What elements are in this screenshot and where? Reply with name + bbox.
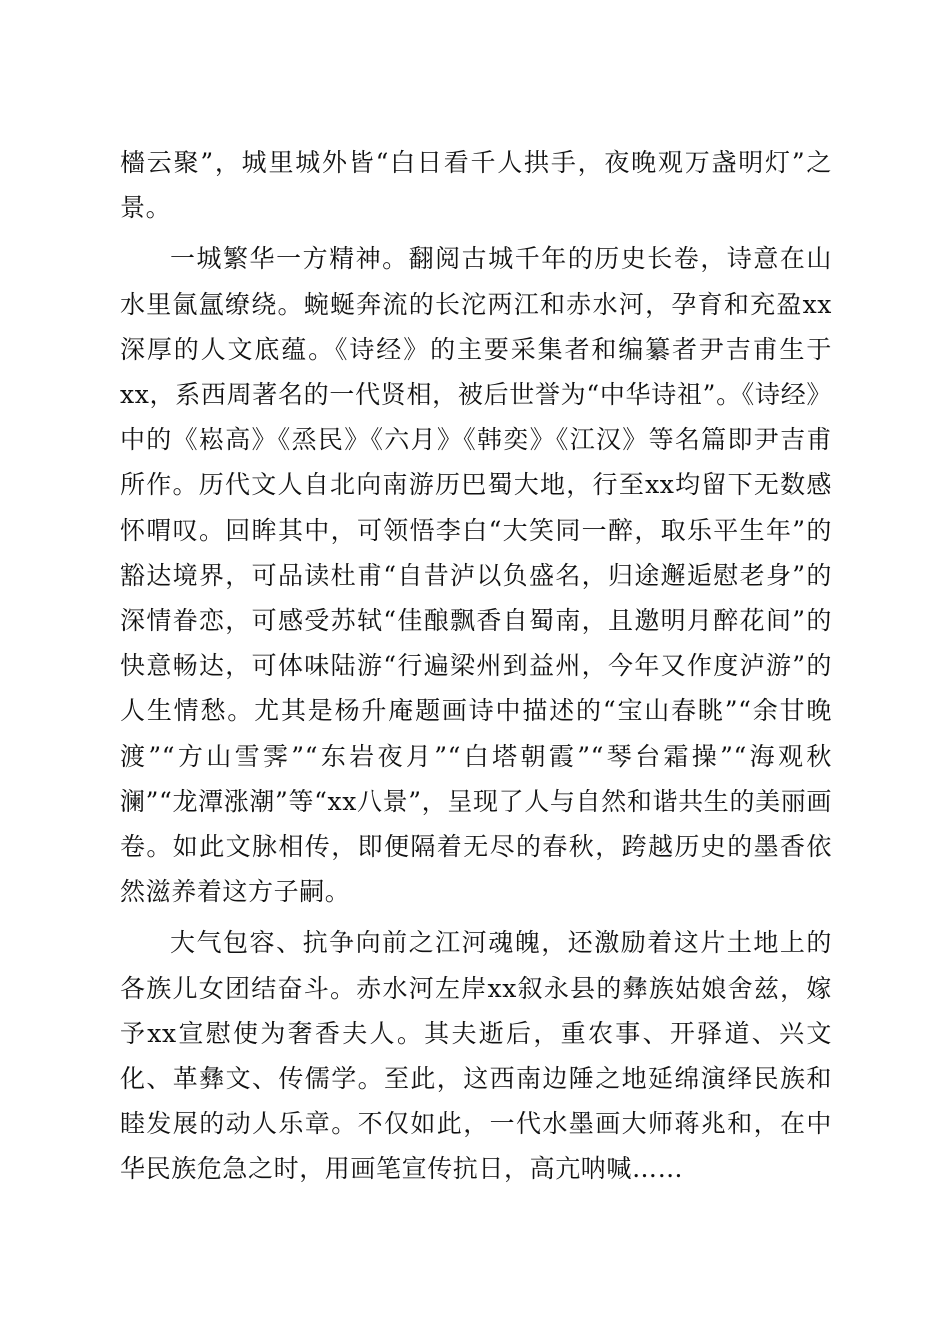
paragraph-ethnic-unity: 大气包容、抗争向前之江河魂魄，还激励着这片土地上的各族儿女团结奋斗。赤水河左岸xx叙永县的彝族姑娘舍兹，嫁予xx宣慰使为奢香夫人。其夫逝后，重农事、开驿道、兴文化、革彝文、传儒学。至此，这西南边陲之地延绵演绎民族和睦发展的动人乐章。不仅如此，一代水墨画大师蒋兆和，在中华民族危急之时，用画笔宣传抗日，高亢呐喊……	[120, 928, 832, 1184]
paragraph-literary-heritage: 一城繁华一方精神。翻阅古城千年的历史长卷，诗意在山水里氤氲缭绕。蜿蜒奔流的长沱两江和赤水河，孕育和充盈xx深厚的人文底蕴。《诗经》的主要采集者和编纂者尹吉甫生于xx，系西周著名的一代贤相，被后世誉为“中华诗祖”。《诗经》中的《崧高》《烝民》《六月》《韩奕》《江汉》等名篇即尹吉甫所作。历代文人自北向南游历巴蜀大地，行至xx均留下无数感怀喟叹。回眸其中，可领悟李白“大笑同一醉，取乐平生年”的豁达境界，可品读杜甫“自昔泸以负盛名，归途邂逅慰老身”的深情眷恋，可感受苏轼“佳酿飘香自蜀南，且邀明月醉花间”的快意畅达，可体味陆游“行遍梁州到益州，今年又作度泸游”的人生情愁。尤其是杨升庵题画诗中描述的“宝山春眺”“余甘晚渡”“方山雪霁”“东岩夜月”“白塔朝霞”“琴台霜操”“海观秋澜”“龙潭涨潮”等“xx八景”，呈现了人与自然和谐共生的美丽画卷。如此文脉相传，即便隔着无尽的春秋，跨越历史的墨香依然滋养着这方子嗣。	[120, 244, 832, 907]
document-body	[120, 140, 832, 1192]
paragraph-continued: 檣云聚”，城里城外皆“白日看千人拱手，夜晚观万盏明灯”之景。	[120, 148, 832, 223]
